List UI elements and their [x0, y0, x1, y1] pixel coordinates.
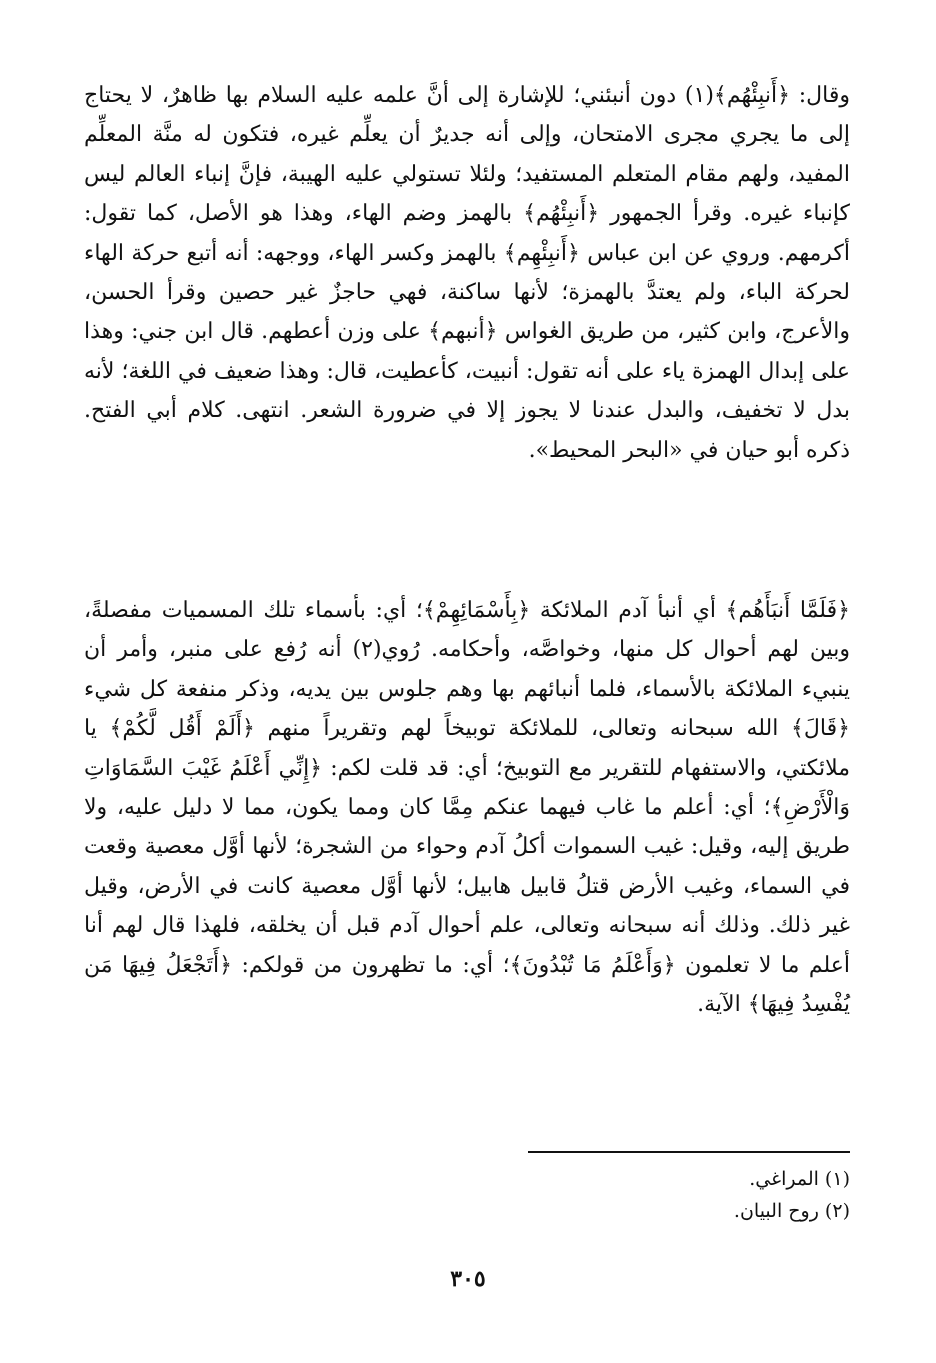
- page-number: ٣٠٥: [450, 1266, 486, 1292]
- footnote-2: (٢) روح البيان.: [733, 1200, 850, 1222]
- paragraph-1: وقال: ﴿أَنبِئْهُم﴾(١) دون أنبئني؛ للإشارة إلى أنَّ علمه عليه السلام بها ظاهرٌ، لا يحتاج إلى ما يجري مجرى الامتحان، وإلى أنه جديرٌ أن يعلِّم غيره، فتكون له منَّة المعلِّم المفيد، ولهم مقام المتعلم المستفيد؛ ولئلا تستولي عليه الهيبة، فإنَّ إنباء العالم ليس كإنباء غيره. وقرأ الجمهور ﴿أَنبِئْهُم﴾ بالهمز وضم الهاء، وهذا هو الأصل، كما تقول: أكرمهم. وروي عن ابن عباس ﴿أَنبِئْهِم﴾ بالهمز وكسر الهاء، ووجهه: أنه أتبع حركة الهاء لحركة الباء، ولم يعتدَّ بالهمزة؛ لأنها ساكنة، فهي حاجزٌ غير حصين وقرأ الحسن، والأعرج، وابن كثير، من طريق الغواس ﴿أنبهم﴾ على وزن أعطهم. قال ابن جني: وهذا على إبدال الهمزة ياء على أنه تقول: أنبيت، كأعطيت، قال: وهذا ضعيف في اللغة؛ لأنه بدل لا تخفيف، والبدل عندنا لا يجوز إلا في ضرورة الشعر. انتهى. كلام أبي الفتح. ذكره أبو حيان في «البحر المحيط».: [84, 83, 850, 463]
- footnotes: [350, 1163, 850, 1227]
- footnote-1: (١) المراغي.: [749, 1168, 850, 1190]
- paragraph-2: ﴿فَلَمَّا أَنبَأَهُم﴾ أي أنبأ آدم الملائكة ﴿بِأَسْمَائِهِمْ﴾؛ أي: بأسماء تلك المسميات مفصلةً، وبين لهم أحوال كل منها، وخواصَّه، وأحكامه. رُوي(٢) أنه رُفع على منبر، وأمر أن ينبيء الملائكة بالأسماء، فلما أنبائهم بها وهم جلوس بين يديه، وذكر منفعة كل شيء ﴿قَالَ﴾ الله سبحانه وتعالى، للملائكة توبيخاً لهم وتقريراً منهم ﴿أَلَمْ أَقُل لَّكُمْ﴾ يا ملائكتي، والاستفهام للتقرير مع التوبيخ؛ أي: قد قلت لكم: ﴿إِنِّي أَعْلَمُ غَيْبَ السَّمَاوَاتِ وَالْأَرْضِ﴾؛ أي: أعلم ما غاب فيهما عنكم مِمَّا كان ومما يكون، مما لا دليل عليه، ولا طريق إليه، وقيل: غيب السموات أكلُ آدم وحواء من الشجرة؛ لأنها أوَّل معصية وقعت في السماء، وغيب الأرض قتلُ قابيل هابيل؛ لأنها أوَّل معصية كانت في الأرض، وقيل غير ذلك. وذلك أنه سبحانه وتعالى، علم أحوال آدم قبل أن يخلقه، فلهذا قال لهم أنا أعلم ما لا تعلمون ﴿وَأَعْلَمُ مَا تُبْدُونَ﴾؛ أي: ما تظهرون من قولكم: ﴿أَتَجْعَلُ فِيهَا مَن يُفْسِدُ فِيهَا﴾ الآية.: [84, 598, 850, 1018]
- footnote-divider: [528, 1151, 850, 1153]
